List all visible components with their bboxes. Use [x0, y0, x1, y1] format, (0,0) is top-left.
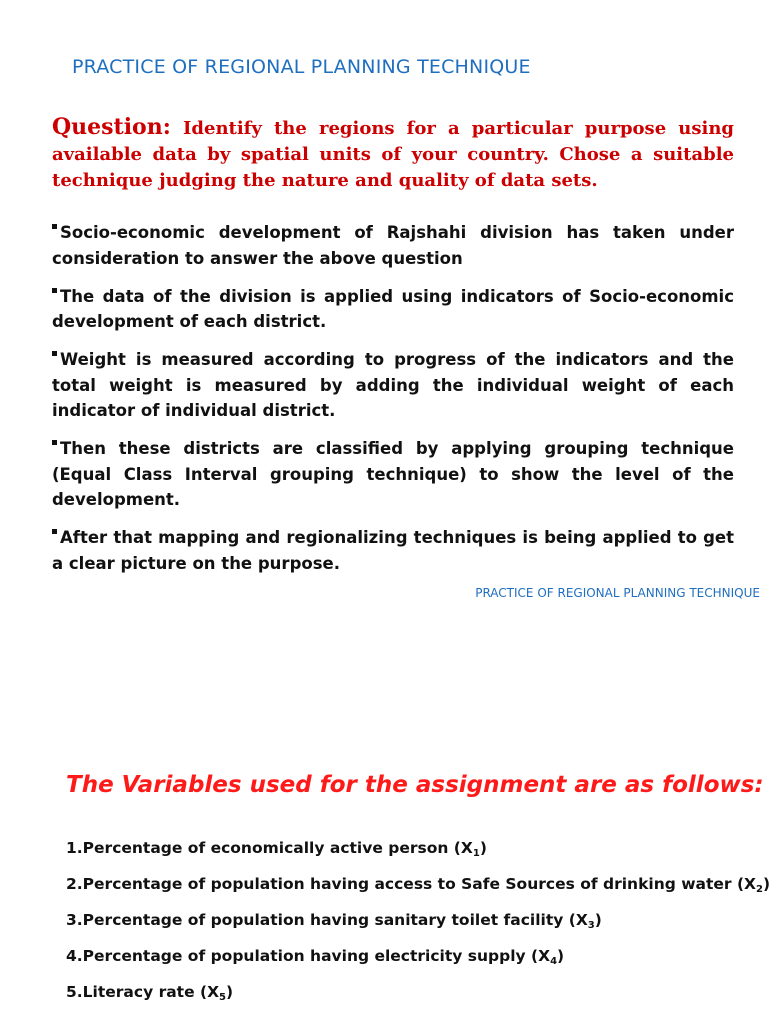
variables-heading: The Variables used for the assignment are as follows:	[66, 772, 764, 798]
variable-close: )	[226, 983, 234, 1001]
variable-close: )	[594, 911, 602, 929]
question-text: Identify the regions for a particular purpose using available data by spatial units of your country. Chose a suitable technique judging the nature and quality of data sets.	[52, 118, 734, 191]
bullet-item: Socio-economic development of Rajshahi division has taken under consideration to answer the above question	[52, 220, 734, 271]
variable-item	[66, 872, 770, 908]
variable-text: 3.Percentage of population having sanitary toilet facility (X	[66, 911, 588, 929]
variable-subscript: 1	[472, 848, 480, 859]
bullet-item: Weight is measured according to progress of the indicators and the total weight is measured by adding the individual weight of each indicator of individual district.	[52, 347, 734, 424]
variable-item	[66, 908, 756, 944]
variable-subscript: 4	[550, 956, 558, 967]
variable-subscript: 5	[219, 992, 227, 1003]
variable-text: 5.Literacy rate (X	[66, 983, 220, 1001]
variable-subscript: 3	[587, 920, 595, 931]
bullet-list	[52, 220, 734, 589]
variable-item	[66, 944, 756, 980]
variable-subscript: 2	[756, 884, 763, 895]
slide-footer: PRACTICE OF REGIONAL PLANNING TECHNIQUE	[475, 586, 760, 600]
variable-item	[66, 836, 756, 872]
question-label: Question:	[52, 114, 171, 140]
question-block	[52, 114, 734, 194]
slide-2	[0, 640, 768, 1024]
variable-close: )	[479, 839, 487, 857]
variable-text: 4.Percentage of population having electricity supply (X	[66, 947, 551, 965]
variable-text: 1.Percentage of economically active person (X	[66, 839, 473, 857]
variable-item	[66, 980, 756, 1016]
bullet-item: Then these districts are classified by applying grouping technique (Equal Class Interval grouping technique) to show the level of the development.	[52, 436, 734, 513]
variable-text: 2.Percentage of population having access to Safe Sources of drinking water (X	[66, 875, 757, 893]
bullet-item: The data of the division is applied using indicators of Socio-economic development of each district.	[52, 284, 734, 335]
bullet-item: After that mapping and regionalizing techniques is being applied to get a clear picture on the purpose.	[52, 525, 734, 576]
slide-title: PRACTICE OF REGIONAL PLANNING TECHNIQUE	[72, 56, 531, 78]
variable-close: )	[557, 947, 565, 965]
variable-close: )	[762, 875, 770, 893]
variables-list	[66, 836, 770, 1016]
